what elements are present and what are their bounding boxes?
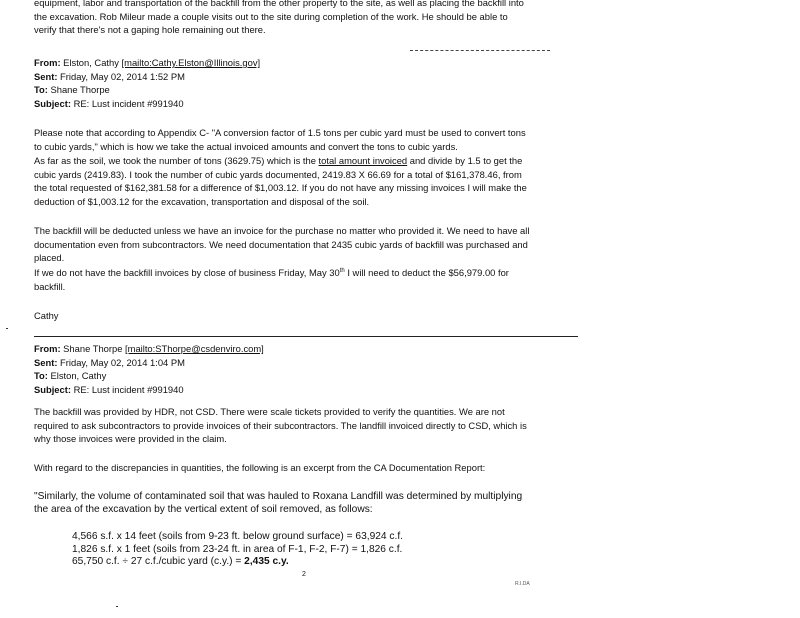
to-value: Shane Thorpe <box>50 84 110 96</box>
text-line: Please note that according to Appendix C- "A conversion factor of 1.5 tons per cubic yard must be used to convert tons <box>34 127 526 138</box>
scan-speck <box>6 328 8 329</box>
from-name: Elston, Cathy <box>63 57 119 68</box>
text-line: to cubic yards," which is how we take the actual invoiced amounts and convert the tons to cubic yards. <box>34 140 458 152</box>
subject-value: RE: Lust incident #991940 <box>73 97 184 109</box>
text-line: why those invoices were provided in the claim. <box>34 433 227 445</box>
to-label: To: <box>34 84 48 96</box>
text-line: deduction of $1,003.12 for the excavation, transportation and disposal of the soil. <box>34 195 370 207</box>
text-line: placed. <box>34 252 65 264</box>
total-cubic-yards: 2,435 c.y. <box>244 556 289 567</box>
subject-label: Subject: <box>34 383 71 395</box>
signature: Cathy <box>34 310 59 321</box>
subject-value: RE: Lust incident #991940 <box>73 383 184 395</box>
email1-paragraph-2: As far as the soil, we took the number of tons (3629.75) which is the total amount invoiced and divide by 1.5 to get the cubic yards (2419.83). I took the number of cubic yards documented, 2419.83 X 66.69 for a total of $161,378.46, from the total requested of $162,381.58 for a difference of $1,003.12. If you do not have any missing invoices I will make the deduction of $1,003.12 for the excavation, transportation and disposal of the soil. <box>34 154 579 208</box>
email1-paragraph-3 <box>34 224 579 265</box>
subject-label: Subject: <box>34 97 71 109</box>
calculation-line-1: 4,566 s.f. x 14 feet (soils from 9-23 ft. below ground surface) = 63,924 c.f. <box>72 531 403 542</box>
calculation-line-2: 1,826 s.f. x 1 feet (soils from 23-24 ft. in area of F-1, F-2, F-7) = 1,826 c.f. <box>72 544 403 555</box>
text-line: the excavation. Rob Mileur made a couple visits out to the site during completion of the work. He should be able to <box>34 10 508 22</box>
separator-rule <box>34 336 578 337</box>
sent-label: Sent: <box>34 356 58 368</box>
text-line: required to ask subcontractors to provide invoices of their subcontractors. The landfill invoiced directly to CSD, which is <box>34 419 527 431</box>
underlined-phrase: total amount invoiced <box>318 155 408 166</box>
text-line: the total requested of $162,381.58 for a difference of $1,003.12. If you do not have any missing invoices I will make the <box>34 182 527 194</box>
text-line: cubic yards (2419.83). I took the number of cubic yards documented, 2419.83 X 66.69 for a total of $161,378.46, from <box>34 168 522 180</box>
sent-value: Friday, May 02, 2014 1:52 PM <box>60 70 185 82</box>
page-number: 2 <box>302 571 306 578</box>
text-line: documentation even from subcontractors. We need documentation that 2435 cubic yards of backfill was purchased and <box>34 238 528 250</box>
text-line: The backfill was provided by HDR, not CSD. There were scale tickets provided to verify the quantities. We are not <box>34 406 505 417</box>
text-line: "Similarly, the volume of contaminated soil that was hauled to Roxana Landfill was determined by multiplying <box>34 491 523 502</box>
from-email-link[interactable]: [mailto:Cathy.Elston@Illinois.gov] <box>121 57 261 68</box>
email2-paragraph-2: With regard to the discrepancies in quantities, the following is an excerpt from the CA Documentation Report: <box>34 462 486 473</box>
scan-speck <box>116 606 118 607</box>
to-label: To: <box>34 370 48 382</box>
text-line: equipment, labor and transportation of the backfill from the other property to the site, as well as placing the backfill into <box>34 0 524 8</box>
sent-label: Sent: <box>34 70 58 82</box>
email1-paragraph-4: If we do not have the backfill invoices by close of business Friday, May 30th I will need to deduct the $56,979.00 for backfill. <box>34 265 579 293</box>
top-paragraph <box>34 0 579 37</box>
scan-artifact-line <box>410 50 550 51</box>
report-excerpt <box>34 490 579 516</box>
calculation-line-3: 65,750 c.f. ÷ 27 c.f./cubic yard (c.y.) = 2,435 c.y. <box>72 556 289 567</box>
to-value: Elston, Cathy <box>50 370 107 382</box>
text-line: the area of the excavation by the vertical extent of soil removed, as follows: <box>34 504 373 516</box>
stamp-mark: R.I.DA <box>515 581 530 587</box>
email2-header <box>34 342 579 396</box>
text-line: backfill. <box>34 280 66 292</box>
sent-value: Friday, May 02, 2014 1:04 PM <box>60 356 185 368</box>
email1-header <box>34 56 579 110</box>
from-label: From: <box>34 57 61 68</box>
email1-paragraph-1 <box>34 126 579 153</box>
from-label: From: <box>34 343 61 354</box>
from-name: Shane Thorpe <box>63 343 123 354</box>
text-line: The backfill will be deducted unless we have an invoice for the purchase no matter who provided it. We need to have all <box>34 225 530 236</box>
email2-paragraph-1 <box>34 405 579 446</box>
text-line: verify that there's not a gaping hole remaining out there. <box>34 24 266 36</box>
from-email-link[interactable]: [mailto:SThorpe@csdenviro.com] <box>125 343 264 354</box>
